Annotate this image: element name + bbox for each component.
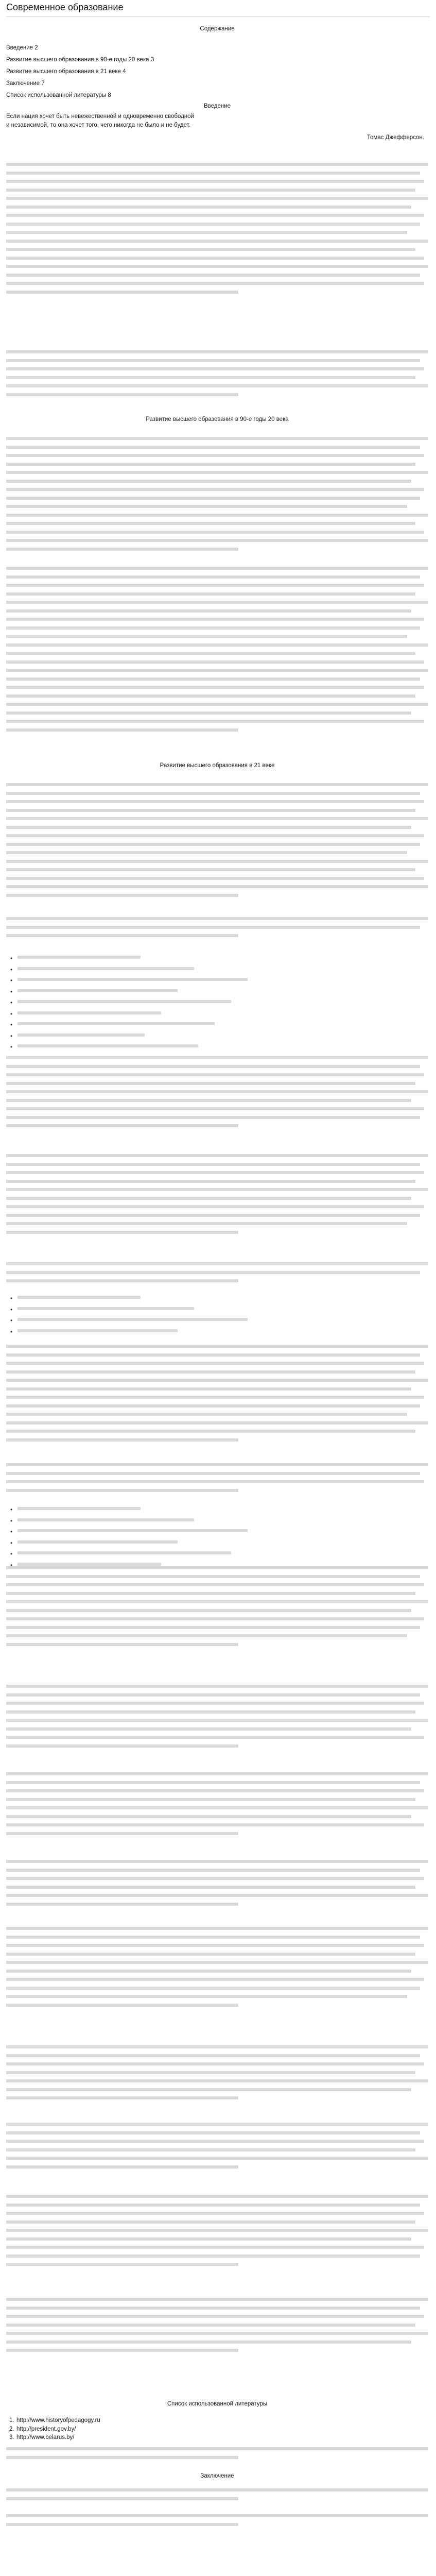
text-line [6,2307,420,2310]
toc-heading: Содержание [200,26,235,32]
text-line [6,609,411,613]
section-21-heading: Развитие высшего образования в 21 веке [160,762,275,769]
document-title: Современное образование [6,2,124,12]
text-line [6,2229,428,2232]
text-line [6,1583,424,1586]
text-line [6,454,424,457]
text-line [6,1480,424,1483]
text-line [6,282,424,285]
paragraph [6,2298,428,2358]
bullet-list [6,1293,428,1337]
paragraph [6,1566,428,1651]
text-line [6,601,428,604]
text-line [6,817,428,820]
text-line [6,2045,428,2048]
text-line [6,1727,411,1731]
text-line [6,384,428,387]
text-line [6,488,424,491]
reference-item[interactable]: 3. http://www.belarus.by/ [9,2434,75,2441]
text-line [6,660,424,664]
text-line [6,2324,415,2327]
text-line [18,1033,145,1037]
text-line [6,2148,415,2151]
text-line [6,463,415,466]
text-line [6,809,415,812]
text-line [6,1073,424,1076]
text-line [6,1693,420,1697]
text-line [18,989,178,992]
text-line [6,2071,415,2074]
text-line [6,1944,424,1947]
text-line [6,694,415,698]
text-line [18,1540,178,1544]
text-line [6,1353,420,1357]
text-line [6,1600,428,1603]
text-line [6,1090,428,1093]
toc-list [6,42,428,101]
text-line [6,1903,238,1906]
text-line [6,1710,415,1714]
text-line [6,2054,420,2057]
paragraph [6,1927,428,2012]
text-line [6,1592,415,1595]
text-line [6,1205,424,1208]
text-line [6,2204,420,2207]
text-line [6,567,428,570]
text-line [6,376,415,379]
toc-item[interactable]: Введение 2 [6,45,38,51]
text-line [6,1082,415,1085]
bullet-item [6,1329,428,1338]
toc-item[interactable]: Список использованной литературы 8 [6,92,111,98]
text-line [6,1617,424,1620]
text-line [6,2523,238,2526]
text-line [6,1421,428,1425]
paragraph [6,1463,428,1497]
text-line [6,1222,407,1225]
text-line [6,1995,407,1998]
text-line [6,584,424,587]
text-line [6,1099,411,1102]
text-line [6,197,428,200]
toc [6,26,428,32]
text-line [6,1413,407,1416]
paragraph [6,1262,428,1288]
text-line [6,2221,415,2224]
text-line [6,2349,238,2352]
paragraph [6,1772,428,1840]
text-line [6,1116,420,1119]
text-line [6,1271,420,1274]
epigraph-author: Томас Джефферсон. [367,134,424,141]
text-line [6,1886,415,1889]
section-90s-heading: Развитие высшего образования в 90-е годы 20 века [146,416,289,422]
text-line [6,1806,428,1809]
text-line [6,877,424,880]
text-line [6,1472,420,1475]
reference-entry [6,2447,428,2464]
bullet-item [6,1529,428,1538]
reference-item[interactable]: 2. http://president.gov.by/ [9,2426,76,2432]
introduction-section [6,103,428,109]
text-line [18,1563,161,1566]
text-line [6,1736,424,1739]
epigraph-line: и независимой, то она хочет того, чего никогда не было и не будет. [6,122,190,128]
text-line [6,1927,428,1930]
text-line [6,1987,420,1990]
text-line [6,2456,238,2459]
reference-link[interactable]: http://www.belarus.by/ [16,2434,75,2441]
text-line [6,843,420,846]
text-line [6,1772,428,1775]
paragraph [6,437,428,556]
text-line [6,1387,411,1391]
text-line [6,1231,238,1234]
text-line [6,1404,420,1408]
conclusion-heading: Заключение [200,2473,234,2479]
text-line [6,2447,428,2450]
text-line [6,393,238,396]
text-line [6,522,415,525]
text-line [6,2140,424,2143]
text-line [6,1379,428,1382]
text-line [6,2088,411,2091]
bullet-item [6,1000,428,1009]
text-line [18,1296,141,1299]
text-line [6,669,428,672]
text-line [6,826,411,829]
references-list [6,2416,428,2442]
text-line [6,1685,428,1688]
bullet-item [6,1307,428,1316]
text-line [6,917,428,920]
text-line [6,783,428,786]
text-line [6,720,424,723]
text-line [6,274,420,277]
bullet-item [6,1011,428,1020]
reference-link[interactable]: http://president.gov.by/ [16,2426,76,2432]
text-line [6,1262,428,1265]
text-line [6,1214,420,1217]
text-line [6,2123,428,2126]
text-line [6,1953,415,1956]
text-line [6,359,420,362]
text-line [6,1370,415,1374]
text-line [18,1011,161,1014]
text-line [6,703,428,706]
text-line [6,851,407,854]
text-line [6,206,411,209]
text-line [6,1171,424,1174]
text-line [6,367,424,370]
text-line [6,2195,428,2198]
text-line [6,2488,428,2492]
paragraph [6,1345,428,1447]
references-heading: Список использованной литературы [167,2401,268,2407]
text-line [6,350,428,353]
text-line [6,1860,428,1863]
text-line [6,1163,420,1166]
text-line [6,1566,428,1569]
text-line [6,894,238,897]
paragraph [6,350,428,401]
text-line [6,2062,424,2065]
text-line [6,1345,428,1348]
paragraph [6,163,428,299]
text-line [6,2238,411,2241]
paragraph [6,567,428,737]
text-line [6,1197,411,1200]
bullet-item [6,1540,428,1549]
text-line [6,592,415,596]
text-line [6,1107,424,1110]
text-line [6,868,415,871]
text-line [6,860,428,863]
text-line [18,956,141,959]
text-line [6,2263,238,2266]
bullet-item [6,1033,428,1042]
text-line [6,480,411,483]
text-line [6,1719,428,1722]
text-line [6,2246,424,2249]
paragraph [6,2195,428,2272]
text-line [6,1279,238,1282]
text-line [6,514,428,517]
toc-item[interactable]: Развитие высшего образования в 90-е годы 20 века 3 [6,57,154,63]
paragraph [6,2045,428,2105]
conclusion-heading-block [6,2473,428,2479]
text-line [18,1551,231,1554]
text-line [6,2497,238,2500]
bullet-item [6,1318,428,1327]
text-line [6,163,428,166]
introduction-heading: Введение [203,103,231,109]
text-line [6,2165,238,2168]
text-line [6,505,407,508]
text-line [18,1000,231,1003]
bullet-item [6,956,428,964]
text-line [6,652,415,655]
text-line [6,257,424,260]
text-line [6,792,420,795]
paragraph [6,1860,428,1911]
text-line [6,248,415,251]
text-line [6,1609,411,1612]
reference-entry [6,2514,428,2531]
text-line [6,291,238,294]
text-line [6,1869,420,1872]
text-line [6,2341,411,2344]
bullet-list [6,953,428,1053]
text-line [18,1044,198,1047]
text-line [6,1815,411,1818]
toc-item[interactable]: Развитие высшего образования в 21 веке 4 [6,69,126,75]
text-line [6,189,415,192]
bullet-item [6,978,428,987]
bullet-item [6,989,428,998]
text-line [18,1518,194,1521]
text-line [6,2298,428,2301]
text-line [6,1643,238,1646]
text-line [6,223,420,226]
text-line [18,1529,248,1532]
text-line [6,1936,420,1939]
text-line [6,1744,238,1748]
text-line [18,978,248,981]
text-line [6,635,407,638]
text-line [6,643,428,647]
text-line [6,1798,415,1801]
text-line [18,1507,141,1510]
text-line [6,1396,424,1399]
text-line [18,1022,215,1025]
bullet-item [6,1518,428,1527]
text-line [6,2315,424,2318]
reference-item[interactable]: 1. http://www.historyofpedagogy.ru [9,2417,100,2424]
text-line [6,926,420,929]
text-line [6,172,420,175]
text-line [6,437,428,440]
paragraph [6,783,428,902]
text-line [6,531,424,534]
text-line [6,1978,424,1981]
text-line [6,497,420,500]
text-line [6,2004,238,2007]
text-line [6,1124,238,1127]
text-line [6,1961,428,1964]
text-line [6,1877,424,1880]
toc-item[interactable]: Заключение 7 [6,80,45,87]
bullet-item [6,1296,428,1304]
epigraph-line: Если нация хочет быть невежественной и одновременно свободной [6,113,194,120]
text-line [18,1318,248,1321]
text-line [6,1430,415,1433]
text-line [6,1362,424,1365]
text-line [6,2212,424,2215]
text-line [6,800,424,803]
bullet-item [6,1551,428,1560]
text-line [6,2255,420,2258]
paragraph [6,917,428,943]
text-line [6,240,428,243]
text-line [6,1575,420,1578]
text-line [18,1307,194,1310]
text-line [6,1056,428,1059]
text-line [6,180,424,183]
bullet-item [6,1507,428,1516]
text-line [6,677,420,681]
text-line [6,834,424,837]
text-line [6,548,238,551]
text-line [6,2332,428,2335]
paragraph [6,1154,428,1239]
epigraph [6,112,428,141]
text-line [6,1188,428,1191]
text-line [6,265,428,268]
text-line [6,1823,424,1826]
text-line [6,1154,428,1157]
text-line [6,2157,428,2160]
text-line [6,231,407,234]
reference-entry [6,2488,428,2505]
text-line [6,711,411,715]
text-line [6,2079,428,2082]
text-line [6,1463,428,1466]
text-line [6,1970,411,1973]
text-line [6,1626,420,1629]
bullet-item [6,1044,428,1053]
title-divider [6,16,430,17]
text-line [6,1489,238,1492]
text-line [6,1781,420,1784]
reference-link[interactable]: http://www.historyofpedagogy.ru [16,2417,100,2424]
text-line [6,618,424,621]
text-line [6,446,420,449]
text-line [6,2514,428,2517]
paragraph [6,2123,428,2174]
section-90s [6,416,428,422]
text-line [6,1438,238,1442]
text-line [6,1894,428,1897]
text-line [6,1789,424,1792]
text-line [6,686,424,689]
text-line [18,967,194,970]
text-line [6,575,420,579]
text-line [6,1832,238,1835]
text-line [6,471,428,474]
text-line [6,1180,415,1183]
paragraph [6,1056,428,1133]
references-section [6,2401,428,2407]
text-line [6,2096,238,2099]
text-line [6,2131,420,2134]
text-line [18,1329,178,1332]
text-line [6,1702,424,1705]
bullet-list [6,1504,428,1571]
text-line [6,934,238,937]
text-line [6,539,428,542]
text-line [6,626,420,630]
text-line [6,1065,420,1068]
bullet-item [6,967,428,976]
paragraph [6,1685,428,1753]
text-line [6,885,428,888]
text-line [6,214,424,217]
text-line [6,1634,407,1637]
section-21 [6,762,428,769]
text-line [6,728,238,732]
bullet-item [6,1022,428,1031]
